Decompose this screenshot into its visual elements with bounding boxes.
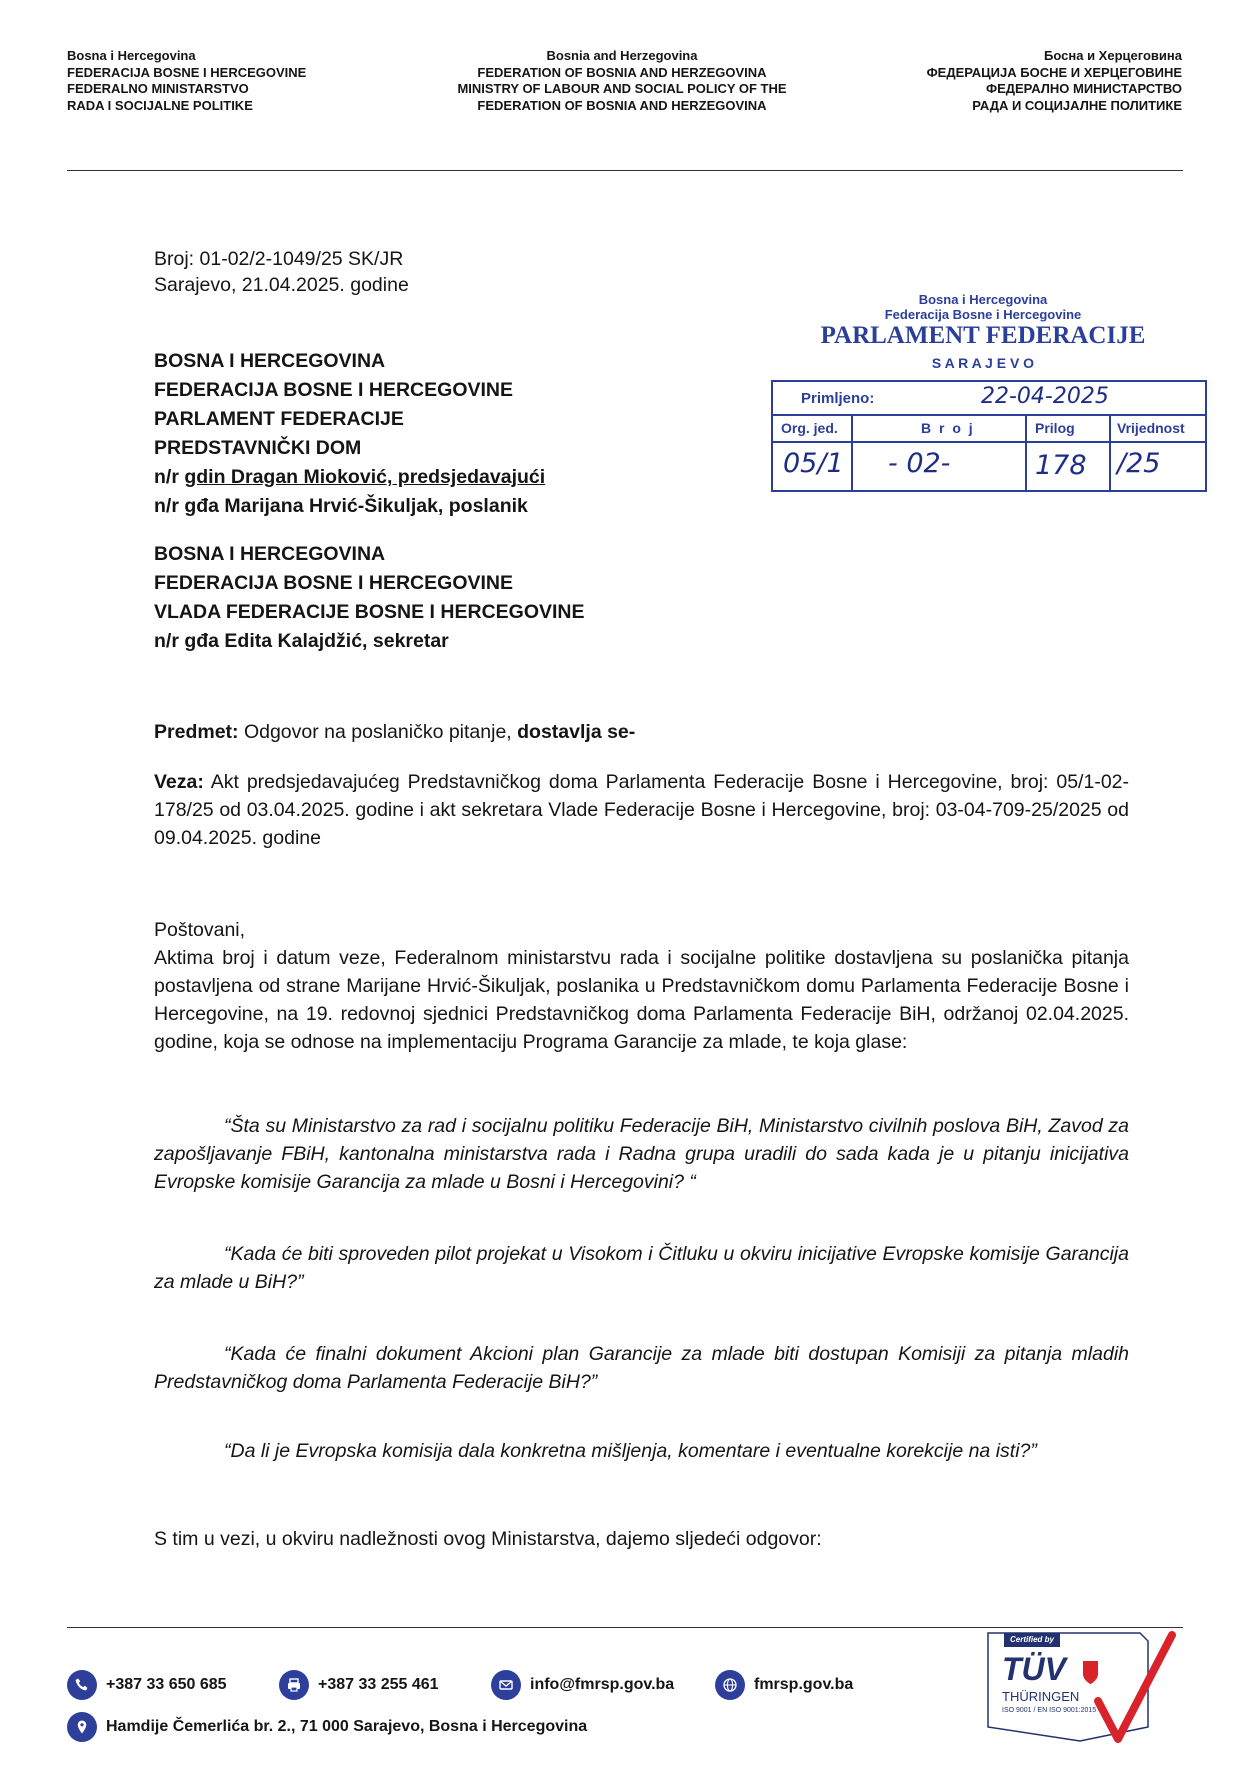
tuv-brand: TÜV bbox=[1002, 1651, 1066, 1687]
reference-block bbox=[154, 246, 409, 298]
recipient-attention: n/r gđa Marijana Hrvić-Šikuljak, poslanik bbox=[154, 495, 528, 517]
stamp-org-value: 05/1 bbox=[783, 448, 844, 479]
recipient-line: BOSNA I HERCEGOVINA bbox=[154, 543, 386, 565]
reference-number: Broj: 01-02/2-1049/25 SK/JR bbox=[154, 248, 404, 270]
question-4: “Da li je Evropska komisija dala konkretna mišljenja, komentare i eventualne korekcije na isti?” bbox=[224, 1440, 1037, 1462]
tuv-region: THÜRINGEN bbox=[1002, 1689, 1080, 1704]
stamp-column-divider bbox=[1025, 416, 1027, 490]
recipient-attention: n/r gđa Edita Kalajdžić, sekretar bbox=[154, 630, 449, 652]
recipient-line: BOSNA I HERCEGOVINA bbox=[154, 350, 386, 372]
reference-place-date: Sarajevo, 21.04.2025. godine bbox=[154, 274, 409, 296]
stamp-header-row bbox=[773, 416, 1205, 443]
header-center-line: FEDERATION OF BOSNIA AND HERZEGOVINA bbox=[477, 64, 767, 80]
header-left-line: Bosna i Hercegovina bbox=[67, 48, 196, 63]
subject-text: Odgovor na poslaničko pitanje, bbox=[243, 721, 512, 743]
email-address: info@fmrsp.gov.ba bbox=[530, 1676, 675, 1693]
header-cyrillic bbox=[927, 48, 1182, 114]
stamp-number-value: - 02- bbox=[888, 448, 951, 479]
header-divider bbox=[67, 170, 1183, 171]
stamp-received-row bbox=[773, 382, 1205, 416]
recipient-attention bbox=[154, 463, 545, 492]
subject-line bbox=[154, 718, 1129, 746]
footer-web[interactable] bbox=[715, 1670, 853, 1700]
question-2: “Kada će biti sproveden pilot projekat u Visokom i Čitluku u okviru inicijative Evropske komisije Garancija za mlade u BiH?” bbox=[154, 1243, 1129, 1293]
stamp-institution: PARLAMENT FEDERACIJE bbox=[820, 322, 1146, 349]
received-stamp bbox=[763, 292, 1203, 502]
header-left-line: FEDERACIJA BOSNE I HERCEGOVINE bbox=[67, 64, 307, 80]
tuv-certification-logo bbox=[980, 1627, 1180, 1747]
recipient-government bbox=[154, 540, 585, 656]
location-pin-icon bbox=[67, 1712, 97, 1742]
fax-number: +387 33 255 461 bbox=[318, 1676, 439, 1693]
phone-number: +387 33 650 685 bbox=[106, 1676, 227, 1693]
recipient-line: FEDERACIJA BOSNE I HERCEGOVINE bbox=[154, 572, 513, 594]
reference-link bbox=[154, 768, 1129, 852]
stamp-col-value: Vrijednost bbox=[1117, 420, 1185, 436]
recipient-line: PREDSTAVNIČKI DOM bbox=[154, 437, 362, 459]
recipient-line: VLADA FEDERACIJE BOSNE I HERCEGOVINE bbox=[154, 601, 585, 623]
header-left-line: FEDERALNO MINISTARSTVO bbox=[67, 81, 249, 96]
closing-line: S tim u vezi, u okviru nadležnosti ovog Ministarstva, dajemo sljedeći odgovor: bbox=[154, 1528, 822, 1550]
footer-address bbox=[67, 1712, 587, 1742]
greeting: Poštovani, bbox=[154, 919, 246, 941]
stamp-received-label: Primljeno: bbox=[801, 390, 875, 407]
attention-prefix: n/r bbox=[154, 466, 179, 488]
email-icon bbox=[491, 1670, 521, 1700]
question-3: “Kada će finalni dokument Akcioni plan Garancije za mlade biti dostupan Komisiji za pitanja mladih Predstavničkog doma Parlamenta Federacije BiH?” bbox=[154, 1343, 1129, 1393]
header-center-line: FEDERATION OF BOSNIA AND HERZEGOVINA bbox=[477, 97, 767, 113]
certified-by-label: Certified by bbox=[1009, 1635, 1054, 1644]
header-center-line: MINISTRY OF LABOUR AND SOCIAL POLICY OF THE bbox=[457, 81, 787, 96]
intro-paragraph: Aktima broj i datum veze, Federalnom ministarstvu rada i socijalne politike dostavljena su poslanička pitanja postavljena od strane Marijane Hrvić-Šikuljak, poslanika u Predstavničkom domu Parlamenta Federacije Bosne i Hercegovine, na 19. redovnoj sjednici Predstavničkog doma Parlamenta Federacije BiH, održanoj 02.04.2025. godine, koja se odnose na implementaciju Programa Garancije za mlade, te koja glase: bbox=[154, 947, 1129, 1053]
header-right-line: ФЕДЕРАЦИЈА БОСНЕ И ХЕРЦЕГОВИНЕ bbox=[926, 64, 1182, 80]
header-left-line: RADA I SOCIJALNE POLITIKE bbox=[67, 97, 253, 113]
stamp-attachment-value: 178 bbox=[1035, 450, 1087, 481]
tuv-standard: ISO 9001 / EN ISO 9001:2015 bbox=[1002, 1707, 1097, 1714]
recipient-line: PARLAMENT FEDERACIJE bbox=[154, 408, 404, 430]
stamp-col-number: B r o j bbox=[921, 420, 975, 436]
stamp-received-date: 22-04-2025 bbox=[981, 384, 1109, 409]
stamp-country: Bosna i Hercegovina bbox=[918, 292, 1048, 307]
header-center-line: Bosnia and Herzegovina bbox=[546, 48, 698, 63]
stamp-column-divider bbox=[1109, 416, 1111, 490]
stamp-column-divider bbox=[851, 416, 853, 490]
footer-email[interactable] bbox=[491, 1670, 674, 1700]
reference-link-text: Akt predsjedavajućeg Predstavničkog doma Parlamenta Federacije Bosne i Hercegovine, broj: 05/1-02-178/25 od 03.04.2025. godine i akt sekretara Vlade Federacije Bosne i Hercegovine, broj: 03-04-709-25/2025 od 09.04.2025. godine bbox=[154, 771, 1130, 849]
stamp-table bbox=[771, 380, 1207, 492]
subject-action: dostavlja se- bbox=[517, 721, 636, 743]
header-right-line: ФЕДЕРАЛНО МИНИСТАРСТВО bbox=[985, 81, 1182, 96]
reference-link-label: Veza: bbox=[154, 771, 204, 793]
footer-phone[interactable] bbox=[67, 1670, 227, 1700]
stamp-value-value: /25 bbox=[1117, 448, 1161, 479]
recipient-parliament bbox=[154, 347, 545, 521]
website: fmrsp.gov.ba bbox=[754, 1676, 854, 1693]
phone-icon bbox=[67, 1670, 97, 1700]
recipient-line: FEDERACIJA BOSNE I HERCEGOVINE bbox=[154, 379, 513, 401]
subject-label: Predmet: bbox=[154, 721, 239, 743]
postal-address: Hamdije Čemerlića br. 2., 71 000 Sarajevo, Bosna i Hercegovina bbox=[106, 1718, 588, 1735]
globe-icon bbox=[715, 1670, 745, 1700]
header-right-line: Босна и Херцеговина bbox=[1044, 48, 1182, 63]
footer-fax bbox=[279, 1670, 439, 1700]
attention-name: gdin Dragan Mioković, predsjedavajući bbox=[184, 466, 546, 488]
header-right-line: РАДА И СОЦИЈАЛНЕ ПОЛИТИКЕ bbox=[972, 97, 1182, 113]
question-1: “Šta su Ministarstvo za rad i socijalnu politiku Federacije BiH, Ministarstvo civilnih poslova BiH, Zavod za zapošljavanje FBiH, kantonalna ministarstva rada i Radna grupa uradili do sada kada je u pitanju inicijativa Evropske komisije Garancija za mlade u Bosni i Hercegovini? “ bbox=[154, 1115, 1129, 1193]
stamp-col-attachment: Prilog bbox=[1035, 420, 1075, 436]
stamp-city: S A R A J E V O bbox=[931, 355, 1035, 371]
fax-icon bbox=[279, 1670, 309, 1700]
stamp-col-org: Org. jed. bbox=[781, 420, 838, 436]
stamp-federation: Federacija Bosne i Hercegovine bbox=[884, 307, 1082, 322]
